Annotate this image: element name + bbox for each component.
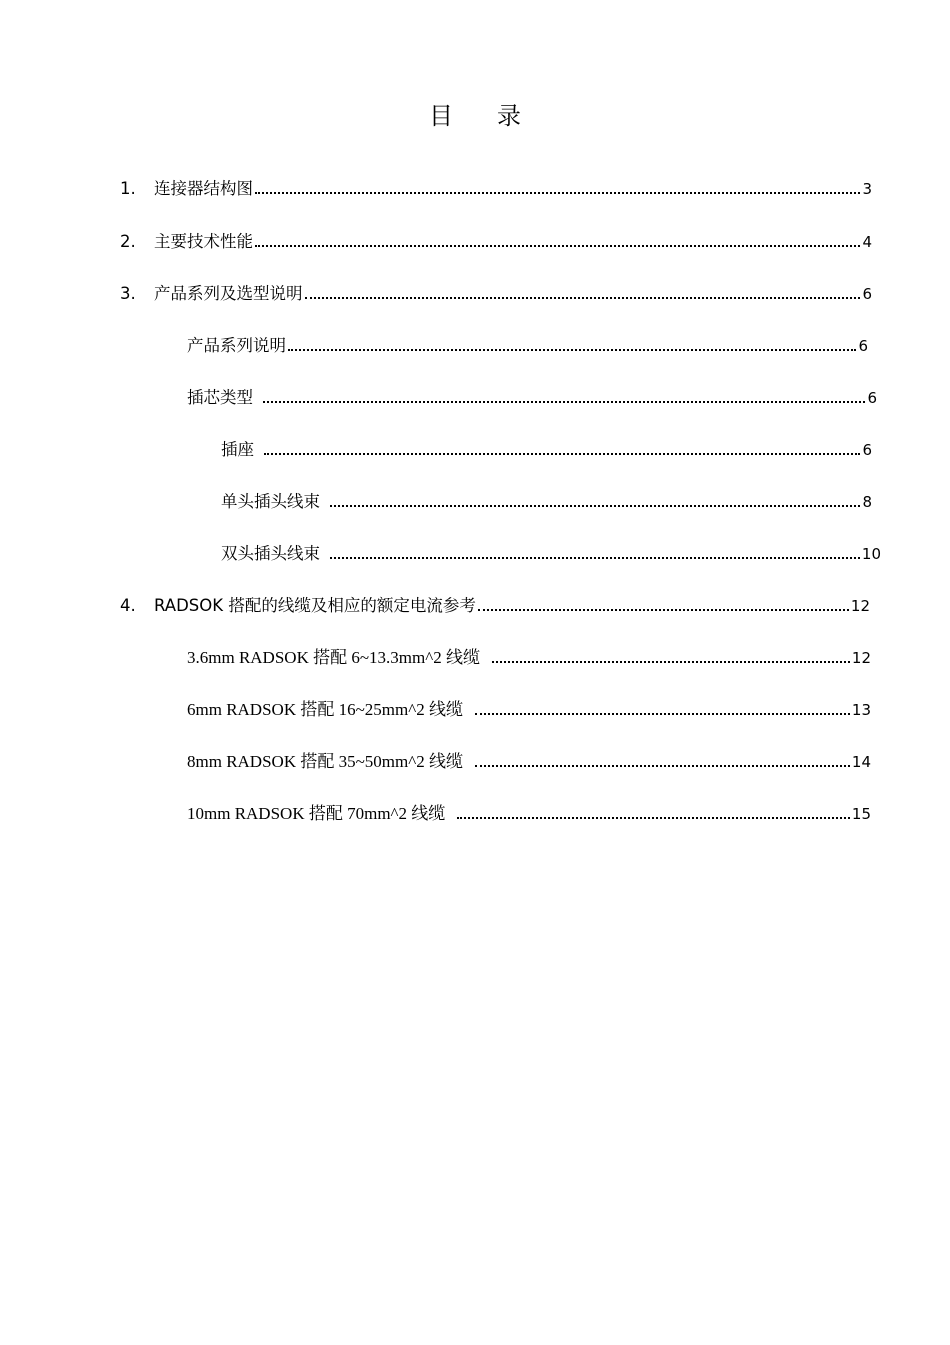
toc-leader-dots: [457, 817, 850, 819]
toc-entry-number: 3.: [120, 284, 136, 303]
toc-entry[interactable]: [187, 639, 871, 669]
toc-entry[interactable]: [187, 327, 868, 357]
toc-entry-label: 产品系列说明: [187, 336, 286, 355]
toc-leader-dots: [305, 297, 861, 299]
toc-title-left: 目: [429, 102, 453, 130]
toc-entry[interactable]: [187, 795, 871, 825]
toc-entry[interactable]: [120, 170, 872, 200]
toc-entry-label: 插座: [221, 440, 254, 459]
toc-entry[interactable]: [120, 223, 872, 253]
toc-leader-dots: [263, 401, 865, 403]
toc-leader-dots: [330, 557, 860, 559]
toc-entry-page: 6: [862, 285, 872, 303]
toc-leader-dots: [288, 349, 856, 351]
toc-entry[interactable]: [187, 691, 871, 721]
toc-entry-label: 10mm RADSOK 搭配 70mm^2 线缆: [187, 804, 446, 823]
toc-leader-dots: [255, 245, 860, 247]
toc-leader-dots: [264, 453, 860, 455]
toc-entry-label: 连接器结构图: [154, 179, 253, 198]
toc-entry-page: 6: [858, 337, 868, 355]
toc-entry-label: 插芯类型: [187, 388, 253, 407]
toc-entry-label: 6mm RADSOK 搭配 16~25mm^2 线缆: [187, 700, 463, 719]
toc-leader-dots: [475, 765, 850, 767]
toc-entry-page: 12: [851, 649, 871, 667]
toc-entry[interactable]: [221, 483, 872, 513]
toc-title: [0, 96, 950, 131]
toc-entry-page: 10: [861, 545, 881, 563]
toc-entry-label: 3.6mm RADSOK 搭配 6~13.3mm^2 线缆: [187, 648, 480, 667]
toc-entry-number: 2.: [120, 232, 136, 251]
toc-entry-page: 3: [862, 180, 872, 198]
toc-entry-label: 主要技术性能: [154, 232, 253, 251]
toc-entry-label: 单头插头线束: [221, 492, 320, 511]
toc-entry-label: 8mm RADSOK 搭配 35~50mm^2 线缆: [187, 752, 463, 771]
toc-title-right: 录: [497, 102, 521, 130]
toc-leader-dots: [492, 661, 850, 663]
toc-entry-page: 6: [862, 441, 872, 459]
toc-entry[interactable]: [120, 587, 870, 617]
toc-entry-label: RADSOK 搭配的线缆及相应的额定电流参考: [154, 596, 476, 615]
toc-leader-dots: [255, 192, 860, 194]
toc-leader-dots: [478, 609, 849, 611]
toc-entry[interactable]: [187, 379, 877, 409]
toc-entry-page: 6: [867, 389, 877, 407]
toc-entry-page: 4: [862, 233, 872, 251]
toc-entry-page: 15: [851, 805, 871, 823]
toc-entry-number: 1.: [120, 179, 136, 198]
toc-entry-page: 12: [850, 597, 870, 615]
toc-entry[interactable]: [187, 743, 871, 773]
toc-leader-dots: [330, 505, 860, 507]
toc-entry-page: 13: [851, 701, 871, 719]
toc-entry-page: 8: [862, 493, 872, 511]
toc-entry-number: 4.: [120, 596, 136, 615]
toc-entry[interactable]: [221, 535, 881, 565]
toc-entry-page: 14: [851, 753, 871, 771]
toc-entry[interactable]: [221, 431, 872, 461]
toc-entry[interactable]: [120, 275, 872, 305]
toc-entry-label: 产品系列及选型说明: [154, 284, 303, 303]
toc-leader-dots: [475, 713, 850, 715]
toc-entry-label: 双头插头线束: [221, 544, 320, 563]
